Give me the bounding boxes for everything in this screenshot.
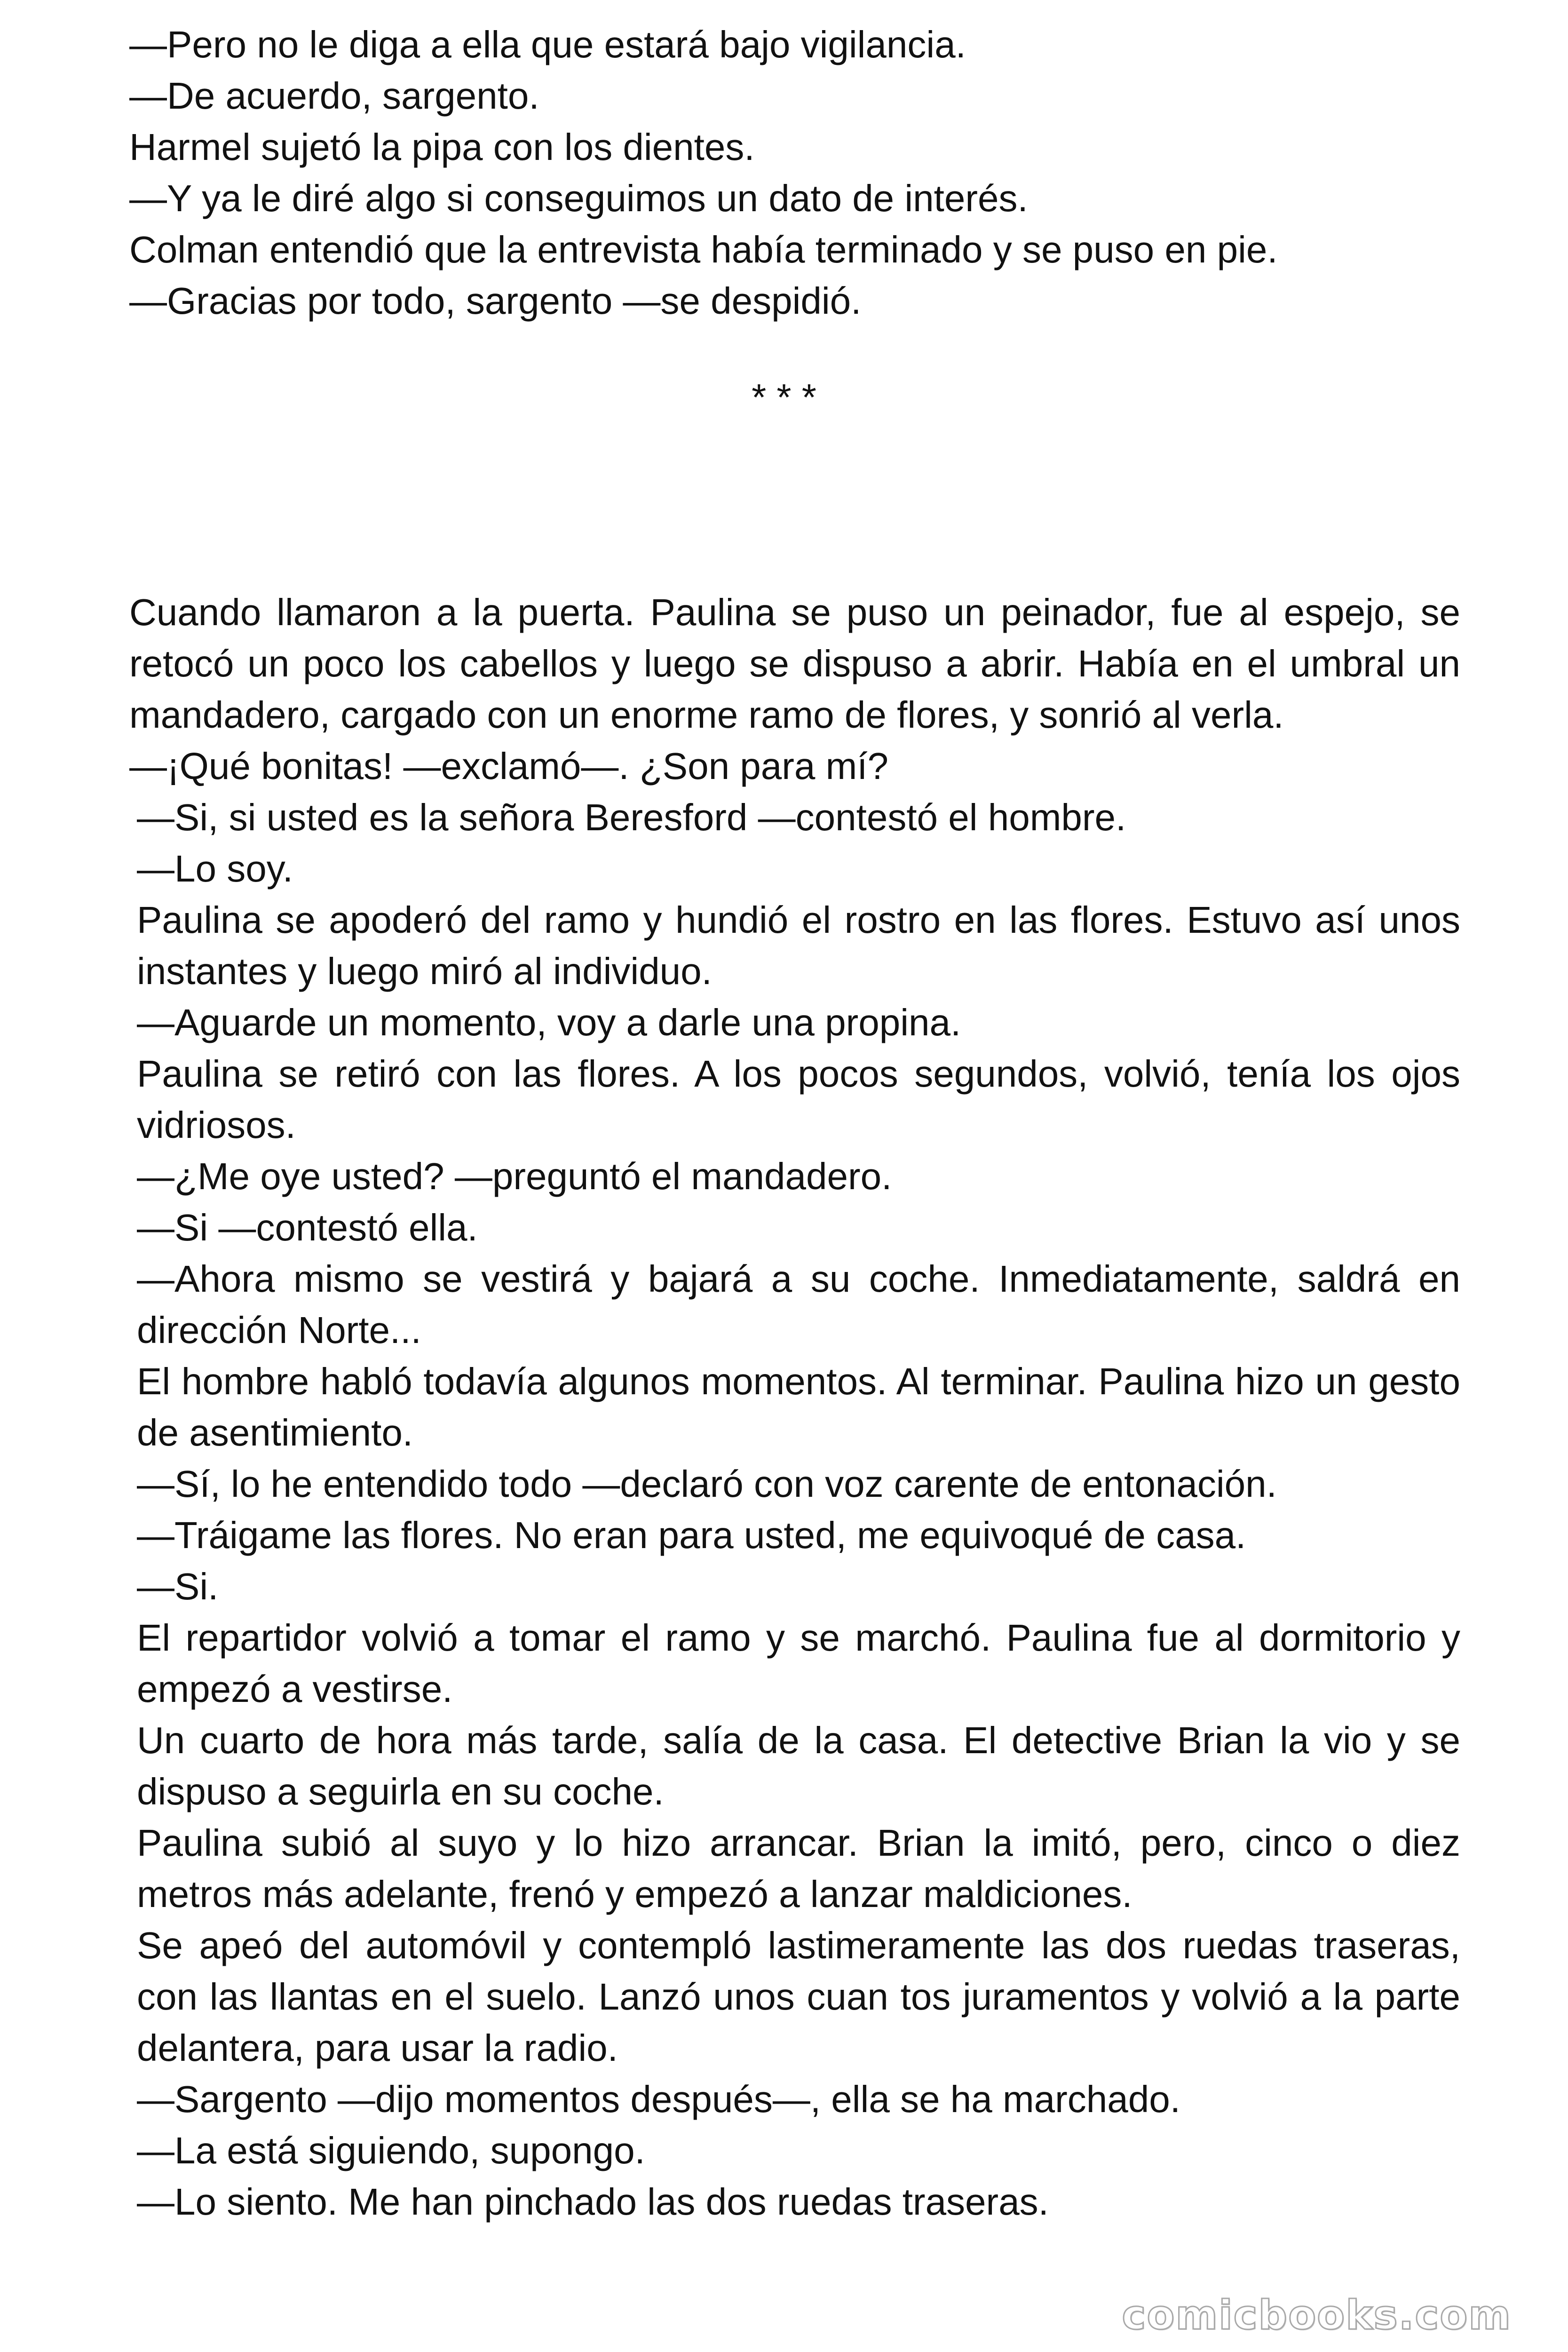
paragraph: —Pero no le diga a ella que estará bajo vigilancia. <box>129 24 966 65</box>
paragraph: Paulina se retiró con las flores. A los pocos segundos, volvió, tenía los ojos vidriosos. <box>137 1053 1460 1146</box>
paragraph: Paulina se apoderó del ramo y hundió el rostro en las flores. Estuvo así unos instantes y luego miró al individuo. <box>137 899 1460 992</box>
paragraph: El hombre habló todavía algunos momentos. Al terminar. Paulina hizo un gesto de asentimiento. <box>137 1360 1460 1454</box>
top-text-block <box>129 19 1465 326</box>
paragraph: —¡Qué bonitas! —exclamó—. ¿Son para mí? <box>129 745 888 787</box>
paragraph: —Aguarde un momento, voy a darle una propina. <box>137 1001 961 1043</box>
paragraph: Un cuarto de hora más tarde, salía de la casa. El detective Brian la vio y se dispuso a seguirla en su coche. <box>137 1719 1460 1812</box>
main-text-block <box>129 587 1460 2227</box>
paragraph: —Y ya le diré algo si conseguimos un dato de interés. <box>129 177 1028 219</box>
paragraph: —La está siguiendo, supongo. <box>137 2130 645 2171</box>
paragraph: —De acuerdo, sargento. <box>129 75 539 117</box>
section-separator: * * * <box>752 376 816 418</box>
paragraph: Harmel sujetó la pipa con los dientes. <box>129 126 755 168</box>
paragraph: —Si. <box>137 1565 219 1607</box>
watermark-logo: comicbooks.com <box>1122 2292 1512 2339</box>
paragraph: —Tráigame las flores. No eran para usted, me equivoqué de casa. <box>137 1514 1246 1556</box>
paragraph: El repartidor volvió a tomar el ramo y se marchó. Paulina fue al dormitorio y empezó a vestirse. <box>137 1617 1460 1710</box>
paragraph: —Si —contestó ella. <box>137 1207 478 1248</box>
paragraph: —¿Me oye usted? —preguntó el mandadero. <box>137 1155 892 1197</box>
paragraph: Colman entendió que la entrevista había terminado y se puso en pie. <box>129 229 1278 270</box>
paragraph: —Gracias por todo, sargento —se despidió. <box>129 280 862 322</box>
paragraph: —Sargento —dijo momentos después—, ella se ha marchado. <box>137 2078 1180 2120</box>
paragraph: —Lo siento. Me han pinchado las dos ruedas traseras. <box>137 2181 1049 2223</box>
paragraph: Paulina subió al suyo y lo hizo arrancar. Brian la imitó, pero, cinco o diez metros más adelante, frenó y empezó a lanzar maldiciones. <box>137 1822 1460 1915</box>
paragraph: —Ahora mismo se vestirá y bajará a su coche. Inmediatamente, saldrá en dirección Norte... <box>137 1258 1460 1351</box>
paragraph: —Lo soy. <box>137 848 293 890</box>
paragraph: Se apeó del automóvil y contempló lastimeramente las dos ruedas traseras, con las llantas en el suelo. Lanzó unos cuan tos juramentos y volvió a la parte delantera, para usar la radio. <box>137 1924 1460 2069</box>
paragraph: —Si, si usted es la señora Beresford —contestó el hombre. <box>137 796 1126 838</box>
paragraph: Cuando llamaron a la puerta. Paulina se puso un peinador, fue al espejo, se retocó un poco los cabellos y luego se dispuso a abrir. Había en el umbral un mandadero, cargado con un enorme ramo de flores, y sonrió al verla. <box>129 591 1460 736</box>
paragraph: —Sí, lo he entendido todo —declaró con voz carente de entonación. <box>137 1463 1277 1505</box>
